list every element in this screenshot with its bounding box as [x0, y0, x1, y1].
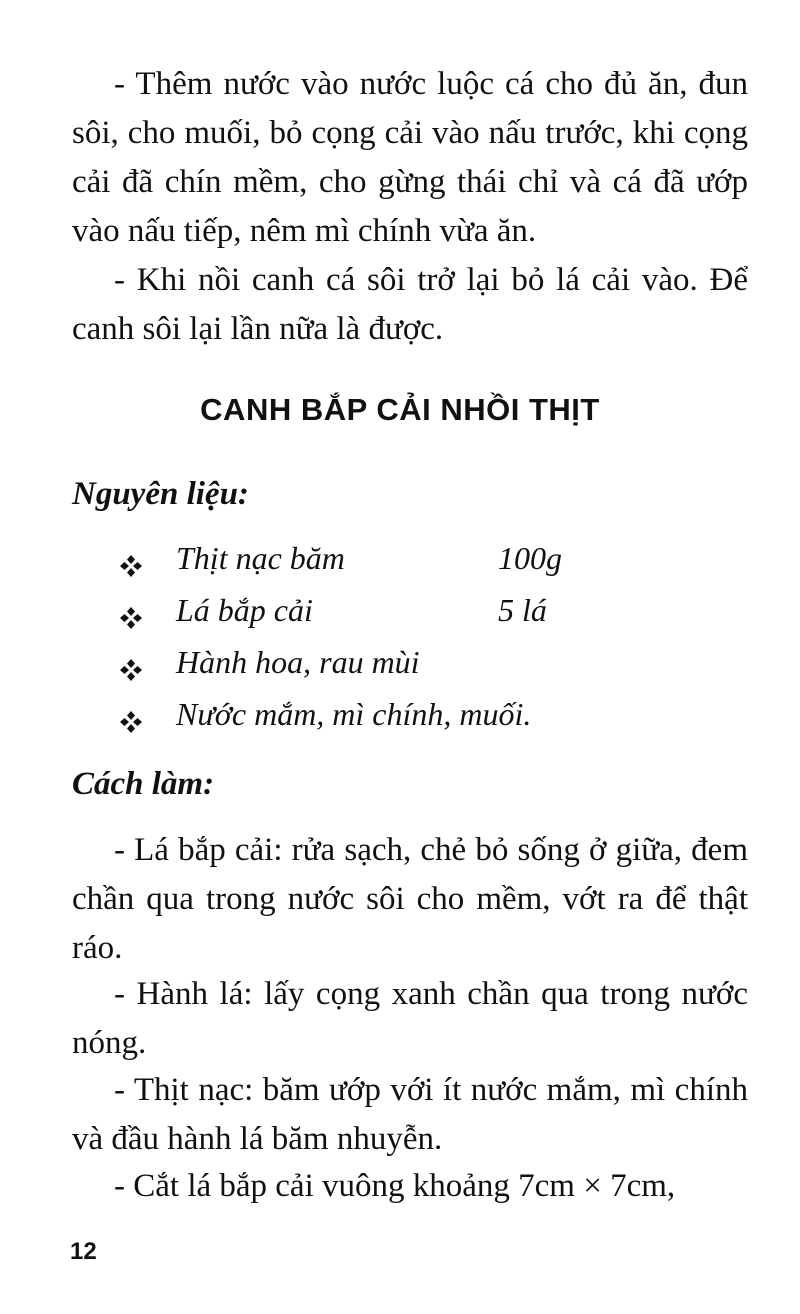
ingredient-name: Lá bắp cải: [176, 592, 313, 628]
four-diamond-bullet-icon: [118, 650, 176, 690]
method-step-3: - Thịt nạc: băm ướp với ít nước mắm, mì chính và đầu hành lá băm nhuyễn.: [72, 1072, 748, 1157]
ingredient-quantity: 100g: [498, 540, 562, 576]
intro-paragraph-1: - Thêm nước vào nước luộc cá cho đủ ăn, đun sôi, cho muối, bỏ cọng cải vào nấu trước, khi cọng cải đã chín mềm, cho gừng thái chỉ và cá đã ướp vào nấu tiếp, nêm mì chính vừa ăn.: [72, 66, 748, 249]
four-diamond-bullet-icon: [118, 702, 176, 742]
four-diamond-bullet-icon: [118, 546, 176, 586]
method-step-4: - Cắt lá bắp cải vuông khoảng 7cm × 7cm,: [114, 1168, 676, 1204]
method-step-1: - Lá bắp cải: rửa sạch, chẻ bỏ sống ở giữa, đem chần qua trong nước sôi cho mềm, vớt ra để thật ráo.: [72, 832, 748, 966]
ingredient-item: [118, 644, 678, 696]
intro-paragraph-2: - Khi nồi canh cá sôi trở lại bỏ lá cải vào. Để canh sôi lại lần nữa là được.: [72, 262, 748, 347]
ingredient-item: [118, 540, 678, 592]
ingredient-name: Thịt nạc băm: [176, 540, 345, 576]
ingredient-quantity: 5 lá: [498, 592, 547, 628]
method-step-2: - Hành lá: lấy cọng xanh chần qua trong nước nóng.: [72, 976, 748, 1061]
ingredient-item: [118, 592, 678, 644]
recipe-title: CANH BẮP CẢI NHỒI THỊT: [200, 392, 600, 427]
ingredients-heading: Nguyên liệu:: [72, 476, 249, 512]
ingredients-list: [118, 540, 678, 748]
ingredient-name: Hành hoa, rau mùi: [176, 644, 420, 680]
ingredient-item: [118, 696, 678, 748]
four-diamond-bullet-icon: [118, 598, 176, 638]
method-heading: Cách làm:: [72, 766, 215, 802]
ingredient-name: Nước mắm, mì chính, muối.: [176, 696, 532, 732]
page-number: 12: [70, 1238, 97, 1265]
